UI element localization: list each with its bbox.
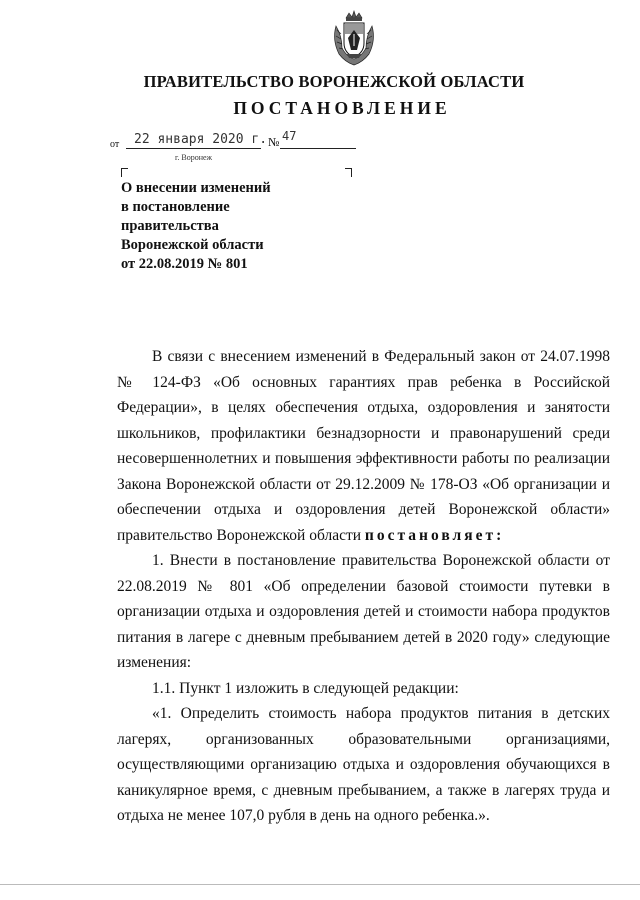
- subject-bracket-left: [121, 168, 128, 177]
- subject-line: Воронежской области: [121, 237, 264, 253]
- clause-1-paragraph: 1. Внести в постановление правительства Воронежской области от 22.08.2019 № 801 «Об определении базовой стоимости путевки в организации отдыха и оздоровления детей и стоимости набора продуктов питания в лагере с дневным пребыванием детей в 2020 году» следующие изменения:: [117, 552, 610, 671]
- document-type-title: ПОСТАНОВЛЕНИЕ: [233, 98, 451, 118]
- resolves-word: постановляет:: [364, 526, 505, 544]
- subject-line: от 22.08.2019 № 801: [121, 256, 248, 272]
- document-subject: [121, 179, 271, 274]
- date-prefix: от: [110, 139, 120, 150]
- organization-title: ПРАВИТЕЛЬСТВО ВОРОНЕЖСКОЙ ОБЛАСТИ: [143, 72, 525, 91]
- document-body: [117, 344, 610, 829]
- number-underline: [280, 148, 356, 149]
- preamble-paragraph: [117, 344, 610, 548]
- coat-of-arms-icon: [331, 10, 377, 68]
- date-underline: [126, 148, 261, 149]
- date-number-line: [110, 130, 360, 152]
- clause-quote-paragraph: «1. Определить стоимость набора продуктов питания в детских лагерях, организованных образовательными организациями, осуществляющими организацию отдыха и оздоровления обучающихся в каникулярное время, с дневным пребыванием, а также в лагерях труда и отдыха не менее 107,0 рубля в день на одного ребенка.».: [117, 705, 610, 824]
- subject-line: в постановление: [121, 199, 230, 215]
- subject-line: правительства: [121, 218, 219, 234]
- number-prefix: №: [268, 135, 280, 149]
- scan-edge-line: [0, 884, 640, 885]
- date-value: 22 января 2020 г.: [134, 132, 268, 147]
- city-label: г. Воронеж: [175, 153, 213, 162]
- subject-bracket-right: [345, 168, 352, 177]
- preamble-text: В связи с внесением изменений в Федеральный закон от 24.07.1998 № 124-ФЗ «Об основных гарантиях прав ребенка в Российской Федерации», в целях обеспечения отдыха, оздоровления и занятости школьников, профилактики безнадзорности и правонарушений среди несовершеннолетних и повышения эффективности работы по реализации Закона Воронежской области от 29.12.2009 № 178-ОЗ «Об организации и обеспечении отдыха и оздоровления детей Воронежской области» правительство Воронежской области: [117, 348, 610, 544]
- subject-line: О внесении изменений: [121, 180, 271, 196]
- number-value: 47: [282, 129, 297, 143]
- clause-1-1-paragraph: 1.1. Пункт 1 изложить в следующей редакции:: [152, 679, 459, 697]
